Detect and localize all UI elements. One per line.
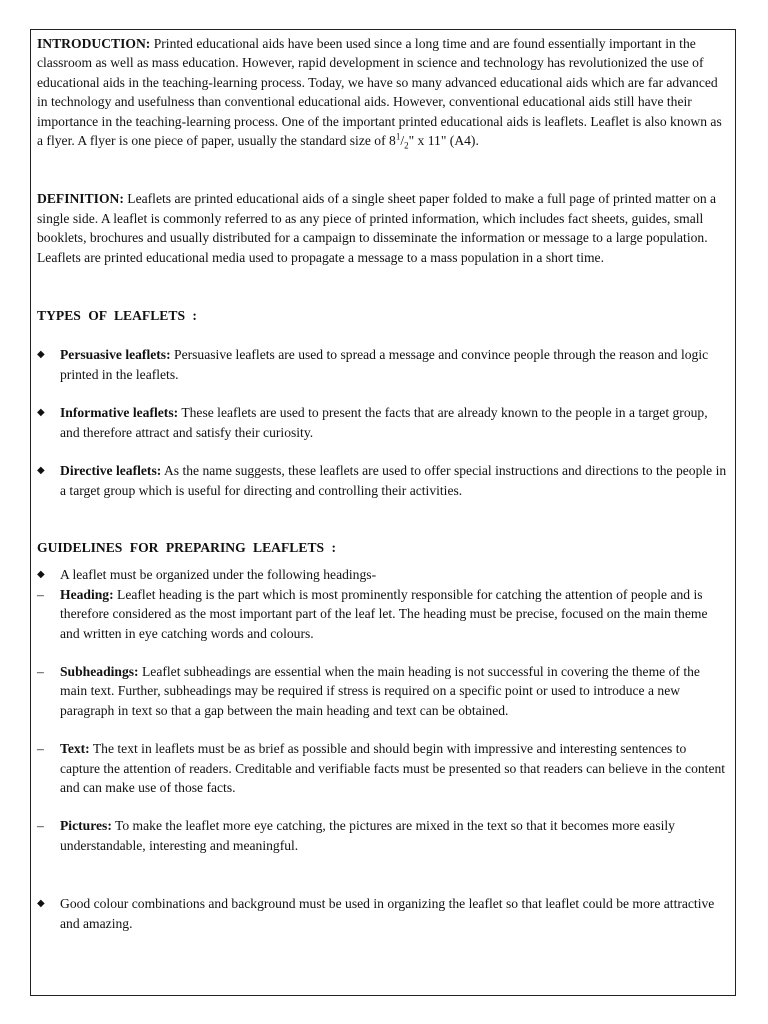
guideline-item-text: To make the leaflet more eye catching, the pictures are mixed in the text so that it becomes more easily understandable, interesting and meaningful. (60, 818, 675, 853)
guidelines-heading: GUIDELINES FOR PREPARING LEAFLETS : (37, 539, 336, 555)
guidelines-closing-text: Good colour combinations and background must be used in organizing the leaflet so that leaflet could be more attractive and amazing. (60, 896, 715, 931)
diamond-bullet-icon: ◆ (37, 569, 45, 581)
guidelines-intro (37, 565, 729, 584)
guideline-item-text: The text in leaflets must be as brief as possible and should begin with impressive and interesting sentences to capture the attention of readers. Creditable and verifiable facts must be presented so that readers can believe in the content and can make use of those facts. (60, 741, 726, 795)
guideline-item-pictures (37, 816, 729, 855)
guideline-item-text: Leaflet heading is the part which is most prominently responsible for catching the attention of people and is therefore considered as the most important part of the leaf let. The heading must be precise, focused on the main theme and written in eye catching words and colours. (60, 586, 708, 641)
dash-bullet-icon: – (37, 818, 44, 834)
types-item-persuasive (37, 345, 729, 384)
introduction-paragraph: INTRODUCTION: Printed educational aids have been used since a long time and are found essentially important in the classroom as well as mass education. However, rapid development in science and technology has revolutionized the use of educational aids in the teaching-learning process. Today, we have so many advanced educational aids which are far advanced in technology and usefulness than conventional educational aids. However, conventional educational aids still have their importance in the teaching-learning process. One of the important printed educational aids is leaflets. Leaflet is also known as a flyer. A flyer is one piece of paper, usually the standard size of $8^1/_2$" x 11" (A4). (37, 36, 722, 151)
guideline-item-heading (37, 585, 729, 643)
definition-text: Leaflets are printed educational aids of a single sheet paper folded to make a full page of printed matter on a single side. A leaflet is commonly referred to as any piece of printed information, which includes fact sheets, guides, small booklets, brochures and usually distributed for a campaign to disseminate the information or message to a large population. Leaflets are printed educational media used to propagate a message to a mass population in a short time. (37, 191, 717, 265)
dash-bullet-icon: – (37, 741, 44, 757)
paper-size-rest: " x 11" (A4). (408, 133, 479, 149)
diamond-bullet-icon: ◆ (37, 407, 45, 419)
diamond-bullet-icon: ◆ (37, 898, 45, 910)
guideline-item-subheadings (37, 662, 729, 720)
introduction-label: INTRODUCTION: (37, 36, 151, 51)
types-item-label: Directive leaflets: (60, 463, 162, 479)
introduction-text: Printed educational aids have been used since a long time and are found essentially important in the classroom as well as mass education. However, rapid development in science and technology has revolutionized the use of educational aids in the teaching-learning process. Today, we have so many advanced educational aids which are far advanced in technology and usefulness than conventional educational aids. However, conventional educational aids still have their importance in the teaching-learning process. One of the important printed educational aids is leaflets. Leaflet is also known as a flyer. A flyer is one piece of paper, usually the standard size of (37, 36, 722, 149)
document-frame (30, 29, 736, 996)
paper-size-whole: 8 (389, 133, 396, 149)
types-item-text: Persuasive leaflets are used to spread a message and convince people through the reason and logic printed in the leaflets. (60, 347, 709, 382)
diamond-bullet-icon: ◆ (37, 349, 45, 361)
types-item-text: These leaflets are used to present the facts that are already known to the people in a target group, and therefore attract and satisfy their curiosity. (60, 405, 708, 440)
types-heading: TYPES OF LEAFLETS : (37, 308, 197, 324)
paper-size-denominator: 2 (404, 140, 409, 151)
types-item-label: Informative leaflets: (60, 405, 179, 421)
types-item-informative (37, 403, 729, 442)
guideline-item-label: Heading: (60, 586, 114, 602)
guideline-item-label: Pictures: (60, 818, 112, 834)
dash-bullet-icon: – (37, 663, 44, 679)
definition-paragraph (37, 189, 729, 267)
guidelines-closing (37, 894, 729, 933)
guideline-item-label: Text: (60, 741, 90, 757)
paper-size-numerator: 1 (395, 131, 401, 142)
types-item-text: As the name suggests, these leaflets are used to offer special instructions and directions to the people in a target group which is useful for directing and controlling their activities. (60, 463, 727, 498)
document-body (37, 34, 729, 933)
guideline-item-label: Subheadings: (60, 663, 139, 679)
guideline-item-text: Leaflet subheadings are essential when the main heading is not successful in covering the theme of the main text. Further, subheadings may be required if stress is required on a specific point or used to introduce a new paragraph in text so that a gap between the main heading and text can be obtained. (60, 663, 700, 718)
dash-bullet-icon: – (37, 586, 44, 602)
diamond-bullet-icon: ◆ (37, 465, 45, 477)
types-item-directive (37, 461, 729, 500)
definition-label: DEFINITION: (37, 191, 124, 207)
types-item-label: Persuasive leaflets: (60, 347, 171, 363)
guideline-item-text (37, 739, 729, 797)
guidelines-intro-text: A leaflet must be organized under the following headings- (60, 567, 377, 583)
